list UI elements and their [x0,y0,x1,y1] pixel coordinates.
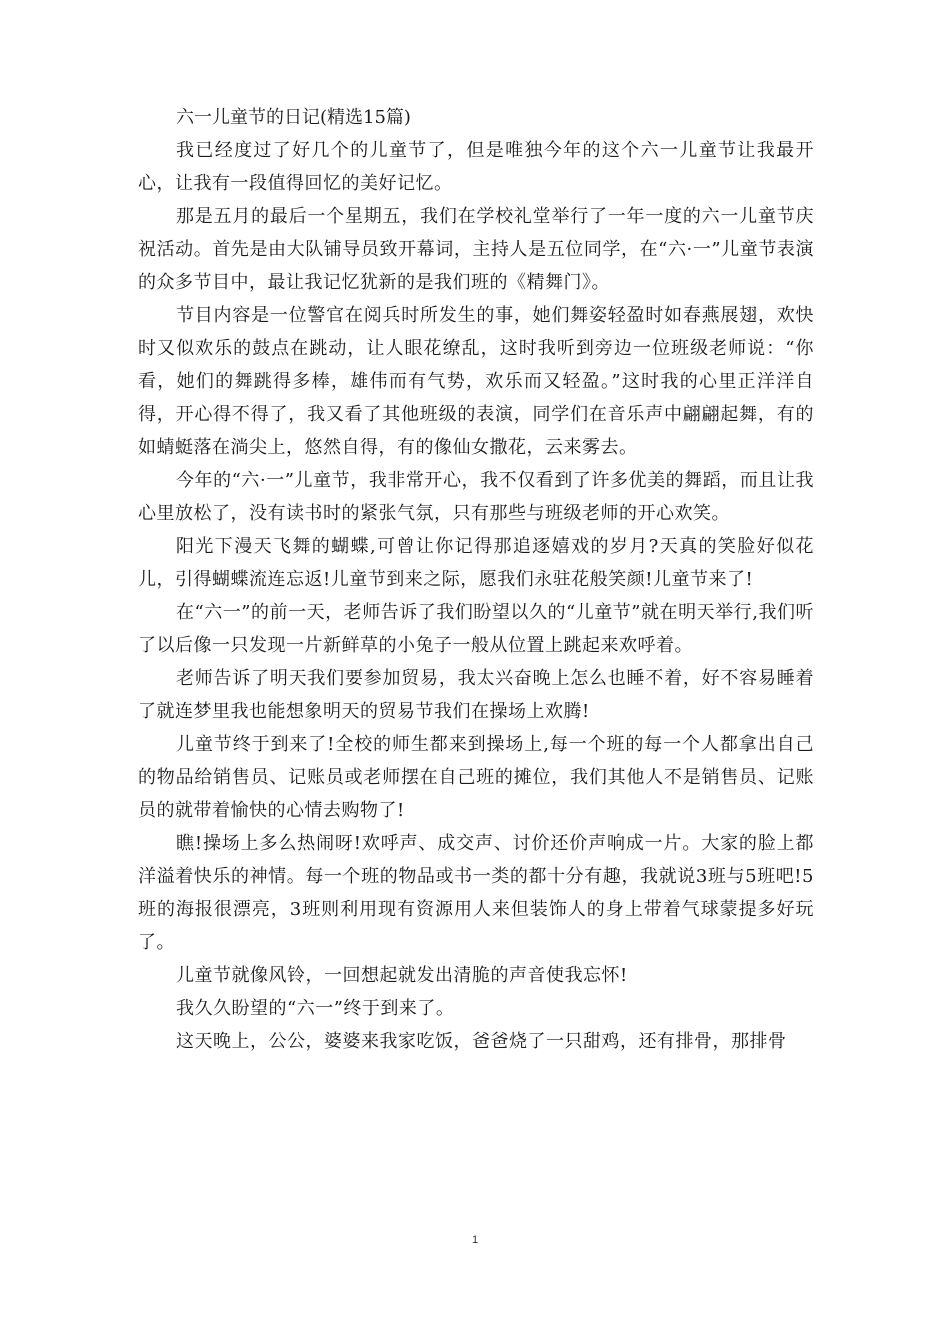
paragraph: 在“六一”的前一天，老师告诉了我们盼望以久的“儿童节”就在明天举行,我们听了以后像一只发现一片新鲜草的小兔子一般从位置上跳起来欢呼着。 [138,602,814,656]
paragraph: 这天晚上，公公，婆婆来我家吃饭，爸爸烧了一只甜鸡，还有排骨，那排骨 [176,1031,787,1052]
paragraph: 今年的“六·一”儿童节，我非常开心，我不仅看到了许多优美的舞蹈，而且让我心里放松了，没有读书时的紧张气氛，只有那些与班级老师的开心欢笑。 [138,470,814,524]
paragraph: 阳光下漫天飞舞的蝴蝶,可曾让你记得那追逐嬉戏的岁月?天真的笑脸好似花儿，引得蝴蝶流连忘返!儿童节到来之际，愿我们永驻花般笑颜!儿童节来了! [138,536,814,590]
paragraph: 儿童节终于到来了!全校的师生都来到操场上,每一个班的每一个人都拿出自己的物品给销售员、记账员或老师摆在自己班的摊位，我们其他人不是销售员、记账员的就带着愉快的心情去购物了! [138,734,814,821]
paragraph: 节目内容是一位警官在阅兵时所发生的事，她们舞姿轻盈时如春燕展翅，欢快时又似欢乐的鼓点在跳动，让人眼花缭乱，这时我听到旁边一位班级老师说：“你看，她们的舞跳得多棒，雄伟而有气势，欢乐而又轻盈。”这时我的心里正洋洋自得，开心得不得了，我又看了其他班级的表演，同学们在音乐声中翩翩起舞，有的如蜻蜓落在淌尖上，悠然自得，有的像仙女撒花，云来雾去。 [138,305,814,458]
page-number: 1 [471,1234,479,1246]
paragraph: 我已经度过了好几个的儿童节了，但是唯独今年的这个六一儿童节让我最开心，让我有一段值得回忆的美好记忆。 [138,140,814,194]
paragraph: 我久久盼望的“六一”终于到来了。 [176,998,455,1019]
document-body [138,101,814,1058]
document-title: 六一儿童节的日记(精选15篇) [176,107,411,128]
paragraph: 瞧!操场上多么热闹呀!欢呼声、成交声、讨价还价声响成一片。大家的脸上都洋溢着快乐的神情。每一个班的物品或书一类的都十分有趣，我就说3班与5班吧!5班的海报很漂亮，3班则利用现有资源用人来但装饰人的身上带着气球蒙提多好玩了。 [138,833,814,953]
paragraph: 那是五月的最后一个星期五，我们在学校礼堂举行了一年一度的六一儿童节庆祝活动。首先是由大队铺导员致开幕词，主持人是五位同学，在“六·一”儿童节表演的众多节目中，最让我记忆犹新的是我们班的《精舞门》。 [138,206,814,293]
paragraph: 儿童节就像风铃，一回想起就发出清脆的声音使我忘怀! [176,965,628,986]
paragraph: 老师告诉了明天我们要参加贸易，我太兴奋晚上怎么也睡不着，好不容易睡着了就连梦里我也能想象明天的贸易节我们在操场上欢腾! [138,668,814,722]
